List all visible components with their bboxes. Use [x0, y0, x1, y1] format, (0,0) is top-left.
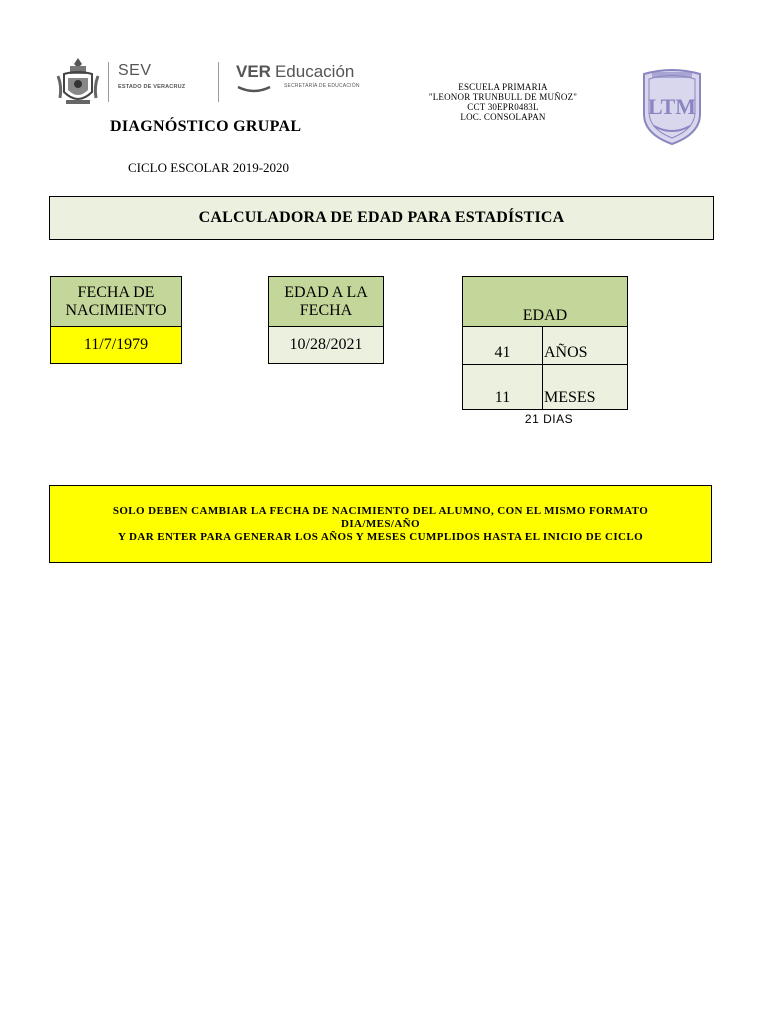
ver-logo-subtitle: SECRETARÍA DE EDUCACIÓN: [284, 83, 360, 89]
page-title: DIAGNÓSTICO GRUPAL: [110, 118, 302, 135]
days-value: 21 DIAS: [524, 412, 574, 426]
ltm-logo-text: LTM: [647, 94, 697, 119]
sev-logo-subtitle: ESTADO DE VERACRUZ: [118, 84, 186, 90]
ver-educacion-logo: [236, 62, 376, 102]
sev-logo: [118, 62, 218, 102]
school-name: "LEONOR TRUNBULL DE MUÑOZ": [428, 92, 578, 102]
school-locality: LOC. CONSOLAPAN: [460, 112, 546, 122]
school-cct: CCT 30EPR0483L: [467, 102, 539, 112]
school-cycle: CICLO ESCOLAR 2019-2020: [128, 160, 290, 175]
birth-date-header: [50, 276, 182, 327]
years-label: AÑOS: [544, 344, 588, 361]
reference-date-header-label: EDAD A LA FECHA: [284, 283, 368, 319]
calculator-title: CALCULADORA DE EDAD PARA ESTADÍSTICA: [49, 196, 714, 240]
school-type: ESCUELA PRIMARIA: [458, 82, 548, 92]
ltm-school-logo-icon: [640, 66, 704, 146]
ver-logo-bold: VER: [236, 62, 271, 81]
instructions-line-2: DIA/MES/AÑO: [341, 517, 420, 530]
months-label-cell: [542, 364, 628, 410]
months-label: MESES: [544, 389, 596, 406]
instructions-note: [49, 485, 712, 563]
school-info: [403, 82, 603, 122]
age-header-label: EDAD: [522, 307, 568, 324]
months-value-cell: [462, 364, 543, 410]
months-value: 11: [494, 389, 511, 406]
reference-date-header: [268, 276, 384, 327]
birth-date-input[interactable]: 11/7/1979: [50, 326, 182, 364]
instructions-line-1: SOLO DEBEN CAMBIAR LA FECHA DE NACIMIENTO DEL ALUMNO, CON EL MISMO FORMATO: [112, 504, 649, 517]
years-label-cell: [542, 326, 628, 365]
reference-date-value: 10/28/2021: [268, 326, 384, 364]
veracruz-coat-of-arms-icon: [56, 56, 100, 108]
instructions-line-3: Y DAR ENTER PARA GENERAR LOS AÑOS Y MESES CUMPLIDOS HASTA EL INICIO DE CICLO: [117, 530, 644, 543]
years-value-cell: [462, 326, 543, 365]
birth-date-header-label: FECHA DE NACIMIENTO: [65, 283, 167, 319]
ver-logo-light: Educación: [274, 62, 355, 81]
logo-divider: [108, 62, 109, 102]
ver-smile-icon: [236, 84, 272, 94]
logo-divider: [218, 62, 219, 102]
years-value: 41: [494, 344, 511, 361]
sev-logo-title: SEV: [118, 62, 152, 79]
age-header: [462, 276, 628, 327]
